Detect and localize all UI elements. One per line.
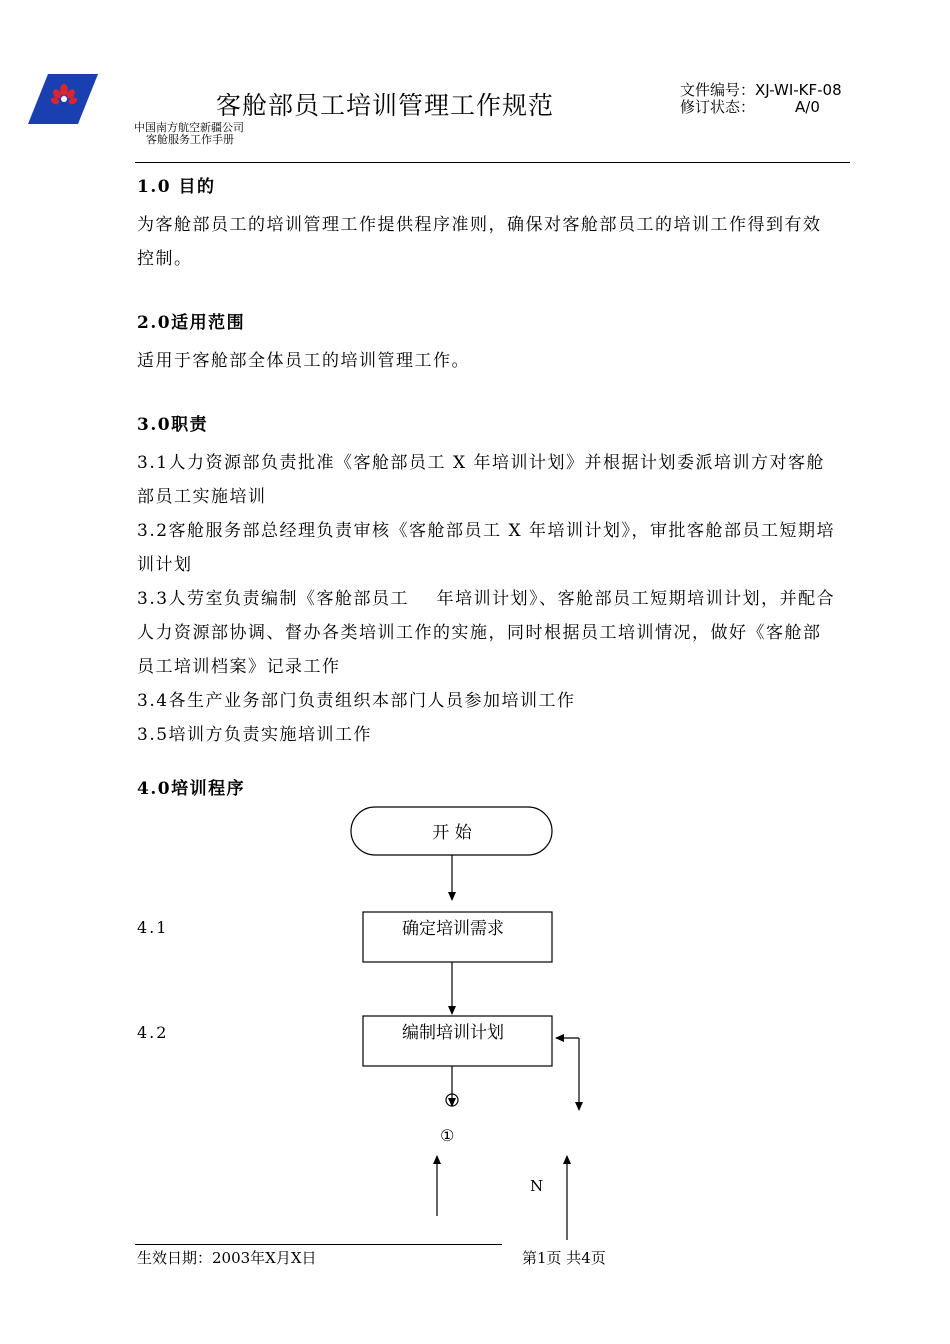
- revision-row: [680, 99, 842, 116]
- training-flowchart: [130, 800, 850, 1240]
- effective-date: 生效日期：2003年X月X日: [137, 1249, 317, 1267]
- page-info: 第1页 共4页: [522, 1249, 606, 1267]
- document-title: 客舱部员工培训管理工作规范: [216, 91, 555, 120]
- document-info: [680, 82, 842, 116]
- connector-label: ①: [440, 1126, 455, 1145]
- duty-3-5: 3.5培训方负责实施培训工作: [137, 725, 373, 745]
- doc-number: XJ-WI-KF-08: [755, 81, 842, 99]
- purpose-line-2: 控制。: [137, 249, 193, 269]
- branch-no-label: N: [530, 1177, 544, 1195]
- step1-label: 确定培训需求: [402, 919, 504, 939]
- section-duties-heading: 3.0职责: [137, 415, 209, 435]
- doc-number-row: [680, 82, 842, 99]
- duty-3-3-line-1: 3.3人劳室负责编制《客舱部员工 年培训计划》、客舱部员工短期培训计划，并配合: [137, 589, 836, 609]
- duty-3-1-line-1: 3.1人力资源部负责批准《客舱部员工 X 年培训计划》并根据计划委派培训方对客舱: [137, 453, 825, 473]
- duty-3-3-line-3: 员工培训档案》记录工作: [137, 657, 341, 677]
- doc-number-label: 文件编号：: [680, 81, 756, 99]
- duty-3-2-line-2: 训计划: [137, 555, 193, 575]
- company-block: [134, 122, 244, 146]
- scope-text: 适用于客舱部全体员工的培训管理工作。: [137, 351, 470, 371]
- step2-number: 4.2: [137, 1023, 169, 1042]
- duty-3-1-line-2: 部员工实施培训: [137, 487, 267, 507]
- manual-name: 客舱服务工作手册: [146, 133, 234, 146]
- revision-label: 修订状态：: [680, 98, 756, 116]
- document-body: [137, 174, 852, 810]
- step2-label: 编制培训计划: [402, 1023, 504, 1043]
- revision-value: A/0: [795, 98, 820, 116]
- company-logo: [28, 74, 98, 126]
- section-purpose-heading: 1.0 目的: [137, 177, 216, 197]
- header-divider: [135, 162, 850, 163]
- step1-number: 4.1: [137, 918, 169, 937]
- company-name: 中国南方航空新疆公司: [134, 121, 244, 134]
- purpose-line-1: 为客舱部员工的培训管理工作提供程序准则，确保对客舱部员工的培训工作得到有效: [137, 215, 822, 235]
- section-procedure-heading: 4.0培训程序: [137, 779, 246, 799]
- start-label: 开 始: [432, 823, 472, 843]
- footer-divider: [135, 1244, 502, 1245]
- duty-3-3-line-2: 人力资源部协调、督办各类培训工作的实施，同时根据员工培训情况，做好《客舱部: [137, 623, 822, 643]
- duty-3-2-line-1: 3.2客舱服务部总经理负责审核《客舱部员工 X 年培训计划》，审批客舱部员工短期培: [137, 521, 835, 541]
- duty-3-4: 3.4各生产业务部门负责组织本部门人员参加培训工作: [137, 691, 576, 711]
- section-scope-heading: 2.0适用范围: [137, 313, 246, 333]
